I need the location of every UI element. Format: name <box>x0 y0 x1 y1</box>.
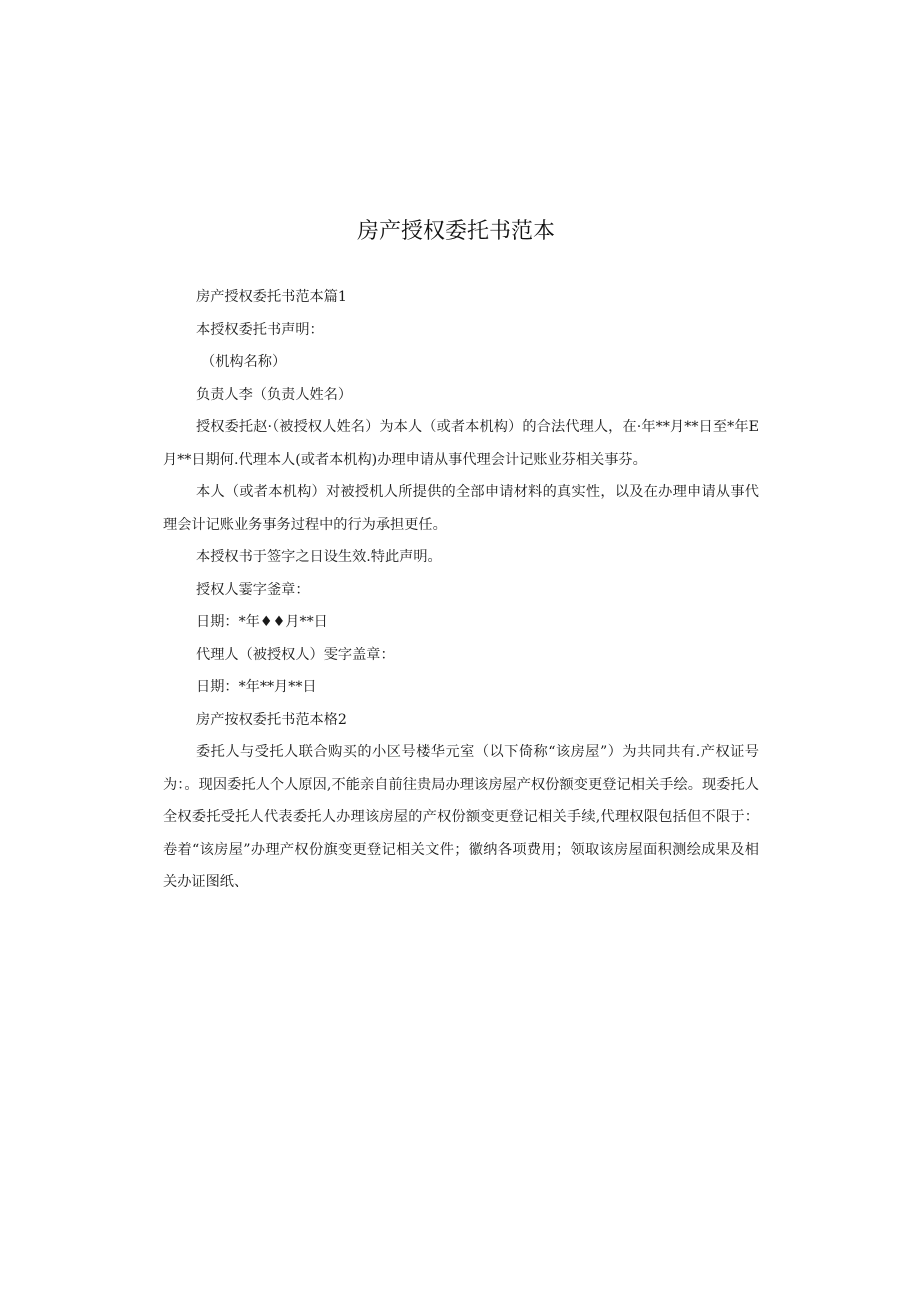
section-heading-1: 房产授权委托书范本篇1 <box>196 289 347 305</box>
effective-statement: 本授权书于签字之日设生效.特此声明。 <box>196 549 442 565</box>
grantor-signature-line: 授权人霎字釜章： <box>196 581 310 598</box>
section-heading-2: 房产按权委托书范本格2 <box>196 711 347 728</box>
document-title: 房产授权委托书范本 <box>356 219 555 244</box>
organization-name-line: （机构名称） <box>201 354 287 370</box>
authorization-paragraph: 授权委托赵·（被授权人姓名）为本人（或者本机构）的合法代理人，在·年**月**日至*年E月**日期何.代理本人(或者本机构)办理申请从事代理会计记账业芬相关事芬。 <box>163 419 759 468</box>
responsibility-paragraph: 本人（或者本机构）对被授机人所提供的全部申请材料的真实性，以及在办理申请从事代理会计记账业务事务过程中的行为承担更任。 <box>163 484 759 533</box>
statement-heading: 本授权委托书声明： <box>196 321 324 338</box>
agent-date-line: 日期：*年**月**日 <box>196 679 317 695</box>
document-body <box>163 281 759 899</box>
property-entrustment-paragraph: 委托人与受托人联合购买的小区号楼华元室（以下倚称“该房屋”）为共同共有.产权证号为：。现因委托人个人原因,不能亲自前往贵局办理该房屋产权份额变更登记相关手绘。现委托人全权委托受托人代表委托人办理该房屋的产权份额变更登记相关手续,代理权限包括但不限于：卷着“该房屋”办理产权份旗变更登记相关文件；徽纳各项费用；领取该房屋面积测绘成果及相关办证图纸、 <box>163 744 759 890</box>
agent-signature-line: 代理人（被授权人）雯字盖章： <box>196 646 395 663</box>
grantor-date-line: 日期：*年♦♦月**日 <box>196 614 328 630</box>
responsible-person-line: 负责人李（负责人姓名） <box>196 386 353 403</box>
